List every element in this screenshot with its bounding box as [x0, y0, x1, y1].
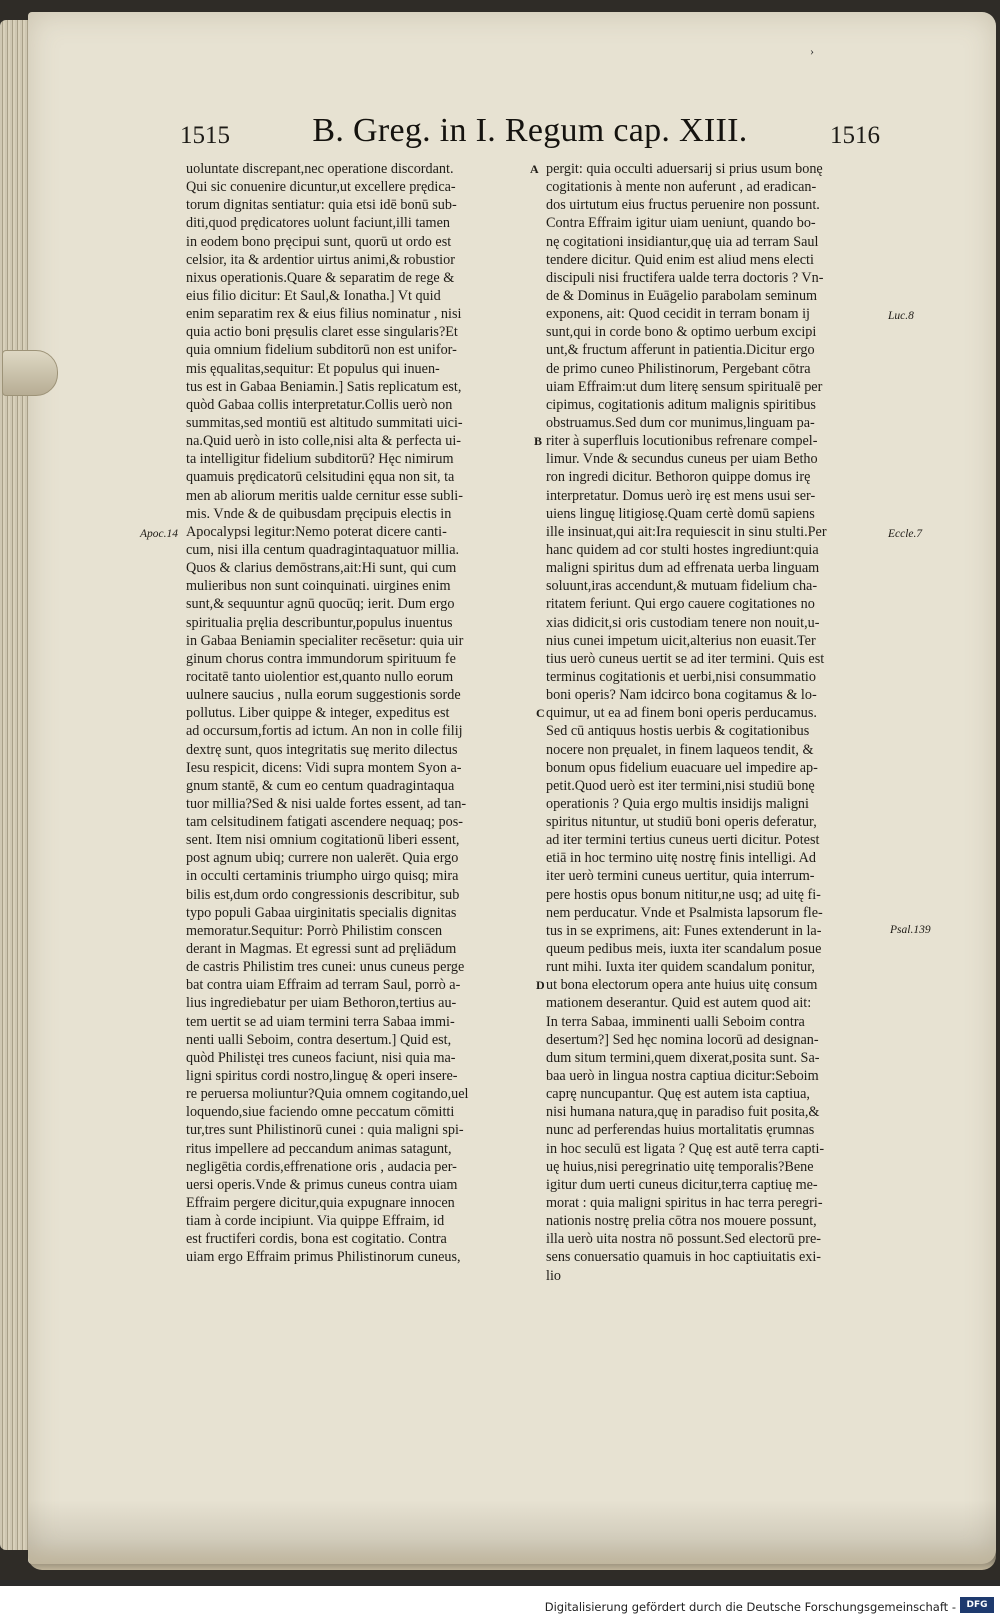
right-column-line: cogitationis à mente non auferunt , ad eradican-: [546, 179, 817, 196]
left-column-line: sunt,& sequuntur agnū quocūq; ierit. Dum ergo: [186, 596, 455, 613]
right-column-line: riter à superfluis locutionibus refrenare compel-: [546, 433, 818, 450]
right-column-line: cipimus, cogitationis aditum malignis spiritibus: [546, 396, 816, 413]
right-column-line: xias didicit,si oris custodiam tenere non nouit,u-: [546, 614, 820, 631]
right-text-column: [546, 160, 884, 1285]
right-column-line: sens conuersatio quamuis in hoc captiuitatis exi-: [546, 1249, 822, 1266]
left-column-line: bat contra uiam Effraim ad terram Saul, porrò a-: [186, 977, 461, 994]
left-column-line: mis ęqualitas,sequitur: Et populus qui inuen-: [186, 360, 440, 377]
right-column-line: soluunt,iras accendunt,& mutuam fidelium cha-: [546, 578, 818, 595]
left-column-line: uulnere saucius , nulla eorum suggestionis sorde: [186, 687, 461, 704]
left-column-line: nixus operationis.Quare & separatim de rege &: [186, 269, 455, 286]
left-column-line: eius filio dicitur: Et Saul,& Ionatha.] Vt quid: [186, 287, 441, 304]
top-mark: ›: [810, 44, 814, 58]
left-column-line: ad occursum,fortis ad ictum. An non in colle filij: [186, 723, 463, 740]
left-column-line: na.Quid uerò in isto colle,nisi alta & perfecta ui-: [186, 433, 461, 450]
left-column-line: Effraim pergere dicitur,quia expugnare innocen: [186, 1195, 455, 1212]
right-column-line: de primo cuneo Philistinorum, Pergebant cōtra: [546, 360, 811, 377]
left-column-line: Quos & clarius demōstrans,ait:Hi sunt, qui cum: [186, 560, 457, 577]
right-column-line: petit.Quod uerò est iter termini,nisi studiū bonę: [546, 777, 815, 794]
right-column-line: maligni spiritus dum ad effrenata uerba linguam: [546, 560, 820, 577]
left-column-line: quòd Philistęi tres cuneos faciunt, nisi quia ma-: [186, 1049, 456, 1066]
right-column-line: etiā in hoc termino uitę nostrę finis intelligi. Ad: [546, 850, 816, 867]
right-column-line: discipuli nisi fructifera ualde terra doctoris ? Vn-: [546, 269, 824, 286]
running-header: [180, 112, 880, 158]
left-column-line: torum dignitas sentiatur: quia etsi idē bonū sub-: [186, 197, 457, 214]
right-column-line: ille insinuat,qui ait:Ira requiescit in sinu stulti.Per: [546, 523, 827, 540]
footer-credit: Digitalisierung gefördert durch die Deutsche Forschungsgemeinschaft -: [544, 1600, 956, 1614]
left-column-line: lius ingrediebatur per uiam Bethoron,tertius au-: [186, 995, 457, 1012]
right-column-line: tendere dicitur. Quid enim est aliud mens electi: [546, 251, 814, 268]
left-column-line: bilis est,dum ordo congressionis describitur, sub: [186, 886, 460, 903]
right-column-line: ritatem feriunt. Qui ergo cauere cogitationes no: [546, 596, 815, 613]
section-letter-c: C: [536, 706, 545, 720]
left-column-line: re peruersa moliuntur?Quia omnem cogitando,uel: [186, 1086, 469, 1103]
right-column-line: In terra Sabaa, imminenti ualli Seboim contra: [546, 1013, 805, 1030]
right-column-line: ron ingredi dicitur. Bethoron quippe domus irę: [546, 469, 811, 486]
right-column-line: Sed cū antiquus hostis uerbis & cogitationibus: [546, 723, 810, 740]
running-title: B. Greg. in I. Regum cap. XIII.: [312, 112, 748, 149]
right-column-line: pergit: quia occulti aduersarij si prius usum bonę: [546, 161, 823, 177]
right-column-line: hanc quidem ad cor stulti hostes ingrediunt:quia: [546, 541, 819, 558]
right-column-line: bonum opus fidelium euacuare uel impedire ap-: [546, 759, 818, 776]
right-column-line: tius uerò cuneus uertit se ad iter termini. Quis est: [546, 650, 825, 667]
right-column-line: tus in se exprimens, ait: Funes extenderunt in la-: [546, 922, 822, 939]
left-column-line: ritus impellere ad peccandum animas satagunt,: [186, 1140, 452, 1157]
left-column-line: est fructiferi cordis, bona est cogitatio. Contra: [186, 1231, 447, 1248]
right-column-line: ad iter termini tertius cuneus uerti dicitur. Potest: [546, 832, 820, 849]
left-column-line: uiam ergo Effraim primus Philistinorum cuneus,: [186, 1249, 461, 1266]
right-column-line: baa uerò in lingua nostra captiua dicitur:Seboim: [546, 1068, 819, 1085]
left-column-line: loquendo,siue faciendo omne peccatum cōmitti: [186, 1104, 455, 1121]
left-column-line: quòd Gabaa collis interpretatur.Collis uerò non: [186, 396, 453, 413]
margin-note-eccle: Eccle.7: [888, 528, 923, 540]
left-column-line: men ab aliorum meritis ualde cernitur esse subli-: [186, 487, 463, 504]
left-column-line: tam celsitudinem fatigati ascendere nequaq; pos-: [186, 814, 463, 831]
right-column-line: ut bona electorum opera ante huius uitę consum: [546, 977, 818, 994]
right-column-line: nocere non pręualet, in finem laqueos tendit, &: [546, 741, 814, 758]
left-column-line: rocitatē tanto uiolentior est,quanto nullo eorum: [186, 668, 454, 685]
left-column-line: tem uertit se ad uiam termini terra Sabaa immi-: [186, 1013, 455, 1030]
left-column-line: quia actio boni pręsulis claret esse singularis?Et: [186, 324, 458, 341]
right-column-line: exponens, ait: Quod cecidit in terram bonam ij: [546, 306, 810, 323]
left-column-line: dextrę sunt, quos integritatis suę merito dilectus: [186, 741, 458, 758]
left-column-line: in occulti certaminis triumpho uirgo quisq; mira: [186, 868, 459, 885]
left-column-line: quia omnium fidelium subditorū non est unifor-: [186, 342, 457, 359]
page-number-right: 1516: [830, 122, 880, 149]
left-column-line: quamuis prędicatorū celsitudini ęqua non sit, ta: [186, 469, 455, 486]
left-column-line: spiritualia pręlia describuntur,populus inuentus: [186, 614, 453, 631]
left-column-line: summitas,sed montiū est altitudo summitati uici-: [186, 414, 463, 431]
left-column-line: tiam à corde incipiunt. Via quippe Effraim, id: [186, 1213, 445, 1230]
section-letter-d: D: [536, 978, 545, 992]
left-column-line: diti,quod prędicatores uolunt faciunt,illi tamen: [186, 215, 450, 232]
right-column-line: caprę nuncupantur. Quę est autem ista captiua,: [546, 1086, 810, 1103]
right-column-line: mationem deserantur. Quid est autem quod ait:: [546, 995, 812, 1012]
left-column-line: tur,tres sunt Philistinorū cunei : quia maligni spi-: [186, 1122, 464, 1139]
section-letter-a: A: [530, 162, 539, 176]
right-column-line: terminus cogitationis et uerbi,nisi consummatio: [546, 668, 816, 685]
left-column-line: uoluntate discrepant,nec operatione discordant.: [186, 161, 454, 177]
right-column-line: dum situm termini,quem dixerat,posita sunt. Sa-: [546, 1049, 820, 1066]
left-column-line: in eodem bono pręcipui sunt, quorū ut ordo est: [186, 233, 452, 250]
left-column-line: tuor millia?Sed & nisi ualde fortes essent, ad tan-: [186, 795, 467, 812]
margin-note-psal: Psal.139: [890, 924, 931, 936]
right-column-line: sunt,qui in corde bono & optimo uerbum excipi: [546, 324, 817, 341]
right-column-line: interpretatur. Domus uerò irę est mens usui ser-: [546, 487, 816, 504]
right-column-line: uę huius,nisi peregrinatio uitę temporalis?Bene: [546, 1158, 814, 1175]
left-column-line: Qui sic conuenire dicuntur,ut excellere prędica-: [186, 179, 456, 196]
left-column-line: mis. Vnde & de quibusdam pręcipuis electis in: [186, 505, 452, 522]
left-column-line: nenti ualli Seboim, contra desertum.] Quid est,: [186, 1031, 452, 1048]
right-column-line: lio: [546, 1267, 561, 1284]
left-column-line: enim separatim rex & eius filius nominatur , nisi: [186, 306, 462, 323]
left-column-line: uersi operis.Vnde & primus cuneus contra uiam: [186, 1176, 458, 1193]
left-column-line: Apocalypsi legitur:Nemo poterat dicere canti-: [186, 523, 447, 540]
left-column-line: memoratur.Sequitur: Porrò Philistim conscen: [186, 922, 443, 939]
left-column-line: cum, nisi illa centum quadragintaquatuor millia.: [186, 541, 460, 558]
left-column-line: post agnum ubiq; currere non ualerēt. Quia ergo: [186, 850, 459, 867]
right-column-line: spiritus nituntur, ut studiū boni operis deferatur,: [546, 814, 817, 831]
right-column-line: nius cunei impetum uicit,alterius non euasit.Ter: [546, 632, 816, 649]
right-column-line: runt mihi. Iuxta iter quidem scandalum ponitur,: [546, 959, 815, 976]
left-column-line: ginum chorus contra immundorum spirituum fe: [186, 650, 456, 667]
left-column-line: derant in Magmas. Et egressi sunt ad pręliādum: [186, 941, 457, 958]
right-column-line: in hoc seculū est ligata ? Quę est autē terra capti-: [546, 1140, 825, 1157]
left-column-line: tus est in Gabaa Beniamin.] Satis replicatum est,: [186, 378, 462, 395]
left-column-line: celsior, ita & ardentior uirtus animi,& robustior: [186, 251, 455, 268]
left-column-line: negligētia cordis,effrenatione oris , audacia per-: [186, 1158, 457, 1175]
left-column-line: in Gabaa Beniamin specialiter recēsetur: quia uir: [186, 632, 464, 649]
right-column-line: nisi humana natura,quę in paradiso fuit posita,&: [546, 1104, 820, 1121]
left-column-line: gnum stantē, & cum eo centum quadragintaqua: [186, 777, 455, 794]
page-clip: [2, 350, 58, 396]
left-column-line: typo populi Gabaa uirginitatis specialis dignitas: [186, 904, 457, 921]
right-column-line: nunc ad perferendas huius mortalitatis ęrumnas: [546, 1122, 815, 1139]
right-column-line: pere hostis opus bonum nititur,ne usq; ad uitę fi-: [546, 886, 821, 903]
digitization-footer: [0, 1586, 1000, 1624]
page-bottom-curl: [28, 1500, 996, 1570]
right-column-line: operationis ? Quia ergo multis insidijs maligni: [546, 795, 809, 812]
section-letter-b: B: [534, 434, 543, 448]
right-column-line: desertum?] Sed hęc nomina locorū ad designan-: [546, 1031, 819, 1048]
right-column-line: boni operis? Nam idcirco bona cogitamus & lo-: [546, 687, 817, 704]
right-column-line: morat : quia maligni spiritus in hac terra peregri-: [546, 1195, 823, 1212]
right-column-line: igitur dum uerti cuneus dicitur,terra captiuę me-: [546, 1176, 818, 1193]
right-column-line: Contra Effraim igitur uiam ueniunt, quando bo-: [546, 215, 816, 232]
margin-note-luc: Luc.8: [888, 310, 914, 322]
right-column-line: nem perducatur. Vnde et Psalmista lapsorum fle-: [546, 904, 823, 921]
left-text-column: [186, 160, 528, 1267]
dfg-logo: DFG: [960, 1597, 994, 1613]
right-column-line: unt,& fructum afferunt in patientia.Dicitur ergo: [546, 342, 815, 359]
left-column-line: pollutus. Liber quippe & integer, expeditus est: [186, 705, 450, 722]
right-column-line: limur. Vnde & secundus cuneus per uiam Betho: [546, 451, 818, 468]
right-column-line: nę cogitationi insidiantur,quę uia ad terram Saul: [546, 233, 819, 250]
left-column-line: mulieribus non sunt coinquinati. uirgines enim: [186, 578, 451, 595]
right-column-line: nationis nostrę prelia cōtra nos mouere possunt,: [546, 1213, 817, 1230]
left-column-line: sent. Item nisi omnium cogitationū liberi essent,: [186, 832, 460, 849]
right-column-line: de & Dominus in Euāgelio parabolam seminum: [546, 287, 818, 304]
left-column-line: Iesu respicit, dicens: Vidi supra montem Syon a-: [186, 759, 462, 776]
right-column-line: illa uerò uita nostra nō possunt.Sed electorū pre-: [546, 1231, 822, 1248]
page-number-left: 1515: [180, 122, 230, 149]
right-column-line: iter uerò termini cuneus uertitur, quia interrum-: [546, 868, 815, 885]
margin-note-apoc: Apoc.14: [140, 528, 179, 540]
right-column-line: quimur, ut ea ad finem boni operis perducamus.: [546, 705, 817, 722]
right-column-line: obstruamus.Sed dum cor munimus,linguam pa-: [546, 414, 815, 431]
right-column-line: dos uirtutum eius fructus peruenire non possunt.: [546, 197, 820, 214]
right-column-line: uiens linguę litigiosę.Quam certè domū sapiens: [546, 505, 815, 522]
right-column-line: queum pedibus meis, iuxta iter scandalum posue: [546, 941, 822, 958]
left-column-line: de castris Philistim tres cunei: unus cuneus perge: [186, 959, 465, 976]
left-column-line: ta intelligitur fidelium subditorū? Hęc nimirum: [186, 451, 454, 468]
right-column-line: uiam Effraim:ut dum literę sensum spiritualē per: [546, 378, 823, 395]
left-column-line: ligni spiritus cordi nostro,linguę & operi insere-: [186, 1068, 458, 1085]
